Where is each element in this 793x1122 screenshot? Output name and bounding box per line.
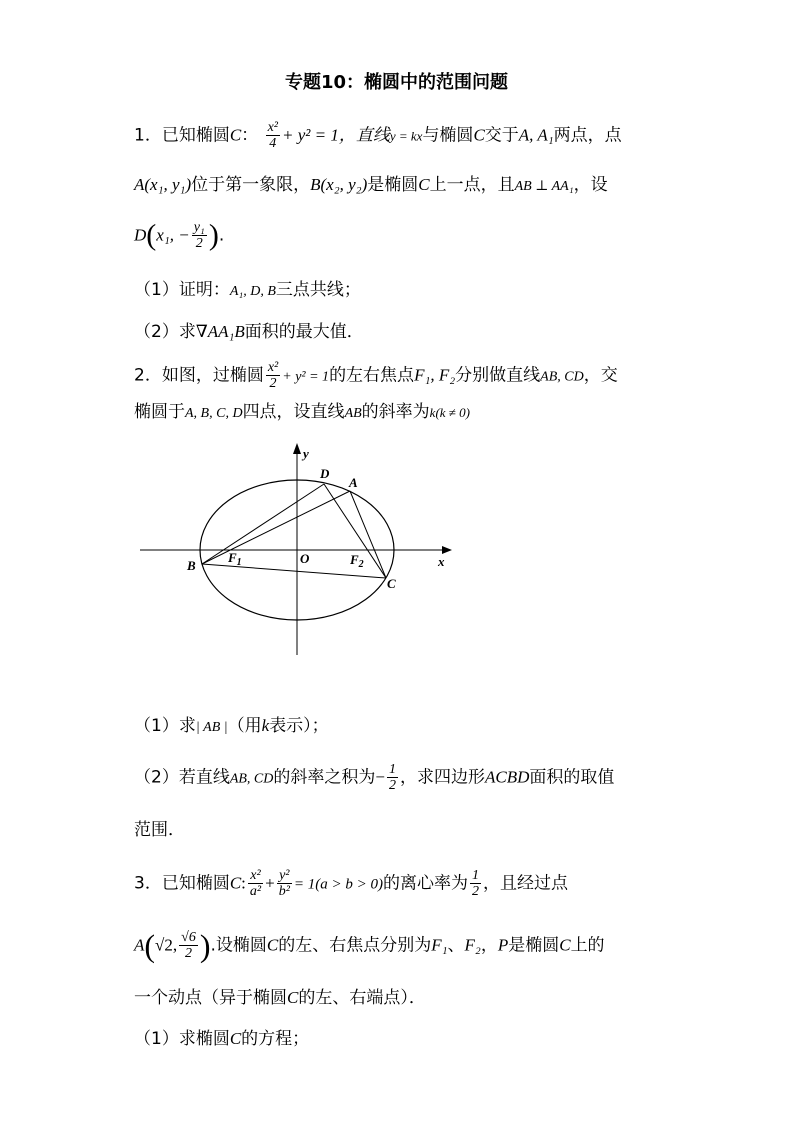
label-A: A: [349, 475, 358, 490]
fraction: $\frac{\text{x²}}{\text{a²}}$: [249, 868, 262, 899]
math: C: [229, 1029, 242, 1048]
text: 椭圆于: [134, 402, 185, 422]
text: 上一点，且: [429, 175, 515, 195]
label-D: D: [320, 466, 330, 481]
text: 分别做直线: [455, 365, 541, 386]
text: 、: [447, 935, 465, 956]
math: C: [473, 125, 485, 145]
math: :: [241, 873, 246, 893]
label-F1: $F_1$: [228, 550, 242, 568]
text: 的斜率之积为: [273, 767, 376, 788]
label-C: C: [387, 576, 396, 591]
math: A: [134, 935, 145, 955]
math: +: [265, 873, 275, 893]
text: ，求四边形: [399, 767, 485, 788]
text: 两点，点: [553, 125, 622, 146]
math: C: [418, 175, 430, 194]
text: ，: [480, 935, 498, 956]
math: C: [559, 935, 571, 955]
page-title: 专题10：椭圆中的范围问题: [284, 72, 509, 93]
label-y: y: [303, 446, 309, 461]
text: （1）求椭圆: [134, 1029, 230, 1049]
x-axis-arrow: [442, 546, 452, 554]
math: −: [375, 767, 385, 787]
math: C: [229, 873, 242, 893]
text: 表示）；: [269, 716, 329, 736]
math: x₁, −: [156, 225, 190, 245]
text: 的左、右端点）．: [298, 988, 426, 1008]
text: ：: [241, 125, 259, 146]
text: （1）求: [134, 716, 196, 736]
math: √2,: [155, 935, 178, 955]
math: = 1(a > b > 0): [293, 876, 384, 893]
fraction: $\frac{√6}{2}$: [181, 930, 196, 961]
math: | AB |: [195, 720, 228, 735]
math: AB, CD: [229, 771, 274, 787]
math: + y² = 1，直线: [282, 125, 390, 145]
label-x: x: [438, 554, 445, 569]
math: AB: [344, 406, 362, 421]
text: 交于: [484, 125, 519, 146]
math: F₁: [431, 935, 448, 955]
q2-part-2: [134, 762, 614, 793]
text: 1．已知椭圆: [134, 125, 230, 146]
math: D: [134, 225, 147, 245]
text: 上的: [570, 935, 605, 956]
fraction: $\frac{\text{x²}}{4}$: [267, 120, 278, 151]
text: 的方程；: [241, 1029, 310, 1049]
paren: ): [208, 218, 219, 252]
q2-line-2: [134, 400, 470, 426]
text: 3．已知椭圆: [134, 873, 230, 894]
text: （1）证明：: [134, 280, 230, 300]
math: AB, CD: [540, 369, 584, 385]
paren: (: [144, 927, 156, 964]
math: P: [497, 935, 509, 955]
ellipse-figure: [140, 440, 460, 660]
text: 是椭圆: [367, 175, 419, 195]
math: A₁, D, B: [229, 284, 276, 299]
math: A, B, C, D: [185, 406, 243, 421]
q2-line-1: [134, 360, 618, 391]
math: C: [287, 988, 299, 1007]
math: F₂: [464, 935, 481, 955]
text: 面积的取值: [529, 767, 615, 788]
text: 的斜率为: [361, 402, 430, 422]
math: C: [266, 935, 279, 955]
text: ，且经过点: [483, 873, 569, 894]
text: ，设: [573, 175, 608, 195]
q1-part-1: [134, 278, 361, 304]
q3-line-2: [134, 927, 605, 964]
text: （2）若直线: [134, 767, 230, 788]
text: ，交: [583, 365, 618, 386]
text: 是椭圆: [508, 935, 560, 956]
q1-line-1: [134, 120, 622, 151]
label-B: B: [187, 558, 196, 573]
text: 范围．: [134, 820, 185, 840]
math: k(k ≠ 0): [429, 405, 471, 420]
text: 面积的最大值．: [244, 322, 364, 342]
math: C: [229, 125, 242, 145]
math: ∇AA₁B: [195, 322, 245, 341]
text: 位于第一象限，: [191, 175, 311, 195]
text: .设椭圆: [210, 935, 267, 956]
q2-part-1: [134, 714, 329, 740]
text: （2）求: [134, 322, 196, 342]
text: 2．如图，过椭圆: [134, 365, 264, 386]
text: （用: [227, 716, 262, 736]
segment-BA: [202, 491, 350, 564]
label-F2: $F_2$: [350, 552, 364, 570]
text: 三点共线；: [275, 280, 361, 300]
fraction: $\frac{\text{y²}}{\text{b²}}$: [278, 868, 290, 899]
fraction: $\frac{1}{2}$: [388, 762, 396, 793]
math: B(x₂, y₂): [310, 175, 368, 194]
math: ACBD: [484, 767, 530, 787]
q3-line-1: [134, 868, 568, 899]
text: 一个动点（异于椭圆: [134, 988, 287, 1008]
fraction: $\frac{1}{2}$: [472, 868, 480, 899]
q3-part-1: [134, 1027, 309, 1051]
fraction: $\frac{\text{y₁}}{2}$: [193, 220, 205, 251]
math: AB ⊥ AA₁: [514, 179, 574, 194]
text: .: [218, 225, 225, 246]
text: 的左、右焦点分别为: [278, 935, 432, 956]
y-axis-arrow: [293, 443, 301, 454]
q1-line-2: [134, 173, 608, 199]
math: F₁, F₂: [414, 365, 456, 385]
paren: (: [146, 218, 157, 252]
math: k: [261, 716, 270, 735]
math: + y² = 1: [282, 369, 330, 385]
math: A(x₁, y₁): [134, 175, 192, 194]
text: 的离心率为: [383, 873, 469, 894]
paren: ): [199, 927, 211, 964]
math: A, A₁: [518, 125, 554, 145]
math: y = kx: [389, 128, 423, 144]
text: 的左右焦点: [329, 365, 415, 386]
label-O: O: [300, 551, 310, 566]
q3-line-3: [134, 986, 426, 1010]
q2-part-2-cont: [134, 818, 185, 842]
fraction: $\frac{\text{x²}}{2}$: [267, 360, 279, 391]
q1-line-3: [134, 220, 224, 251]
text: 四点，设直线: [242, 402, 345, 422]
text: 与椭圆: [422, 125, 474, 146]
q1-part-2: [134, 320, 364, 344]
